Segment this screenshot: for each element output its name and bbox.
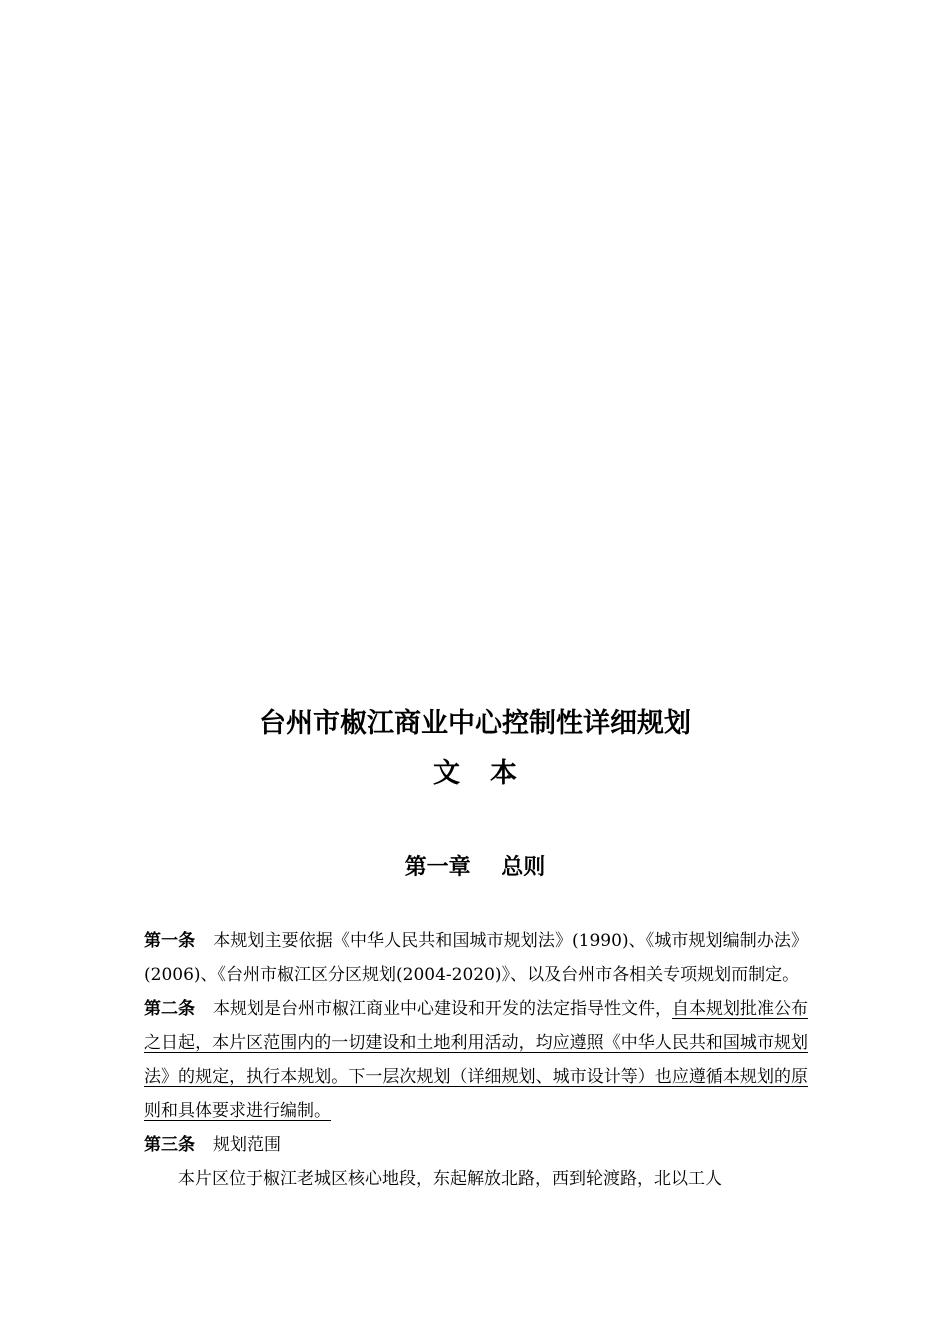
article-underlined-text: 自本规划批准公布之日起，本片区范围内的一切建设和土地利用活动，均应遵照《中华人民共和国城市规划法》的规定，执行本规划。下一层次规划（详细规划、城市设计等）也应遵循本规划的原则和具体要求进行编制。 <box>144 999 808 1121</box>
article-1 <box>144 924 808 992</box>
article-2 <box>144 992 808 1128</box>
article-3 <box>144 1128 808 1162</box>
article-text: 规划范围 <box>213 1135 281 1155</box>
body-paragraph: 本片区位于椒江老城区核心地段，东起解放北路，西到轮渡路，北以工人 <box>178 1169 722 1189</box>
article-label: 第一条 <box>144 931 196 951</box>
document-subtitle: 文本 <box>433 758 547 789</box>
document-title: 台州市椒江商业中心控制性详细规划 <box>259 708 691 739</box>
article-label: 第三条 <box>144 1135 195 1155</box>
document-body <box>144 924 808 1196</box>
article-text: 本规划是台州市椒江商业中心建设和开发的法定指导性文件， <box>213 999 672 1019</box>
article-label: 第二条 <box>144 999 195 1019</box>
article-text: 本规划主要依据《中华人民共和国城市规划法》(1990)、《城市规划编制办法》(2006)、《台州市椒江区分区规划(2004-2020)》、以及台州市各相关专项规划而制定。 <box>144 931 809 985</box>
chapter-title: 第一章 总则 <box>404 855 546 880</box>
